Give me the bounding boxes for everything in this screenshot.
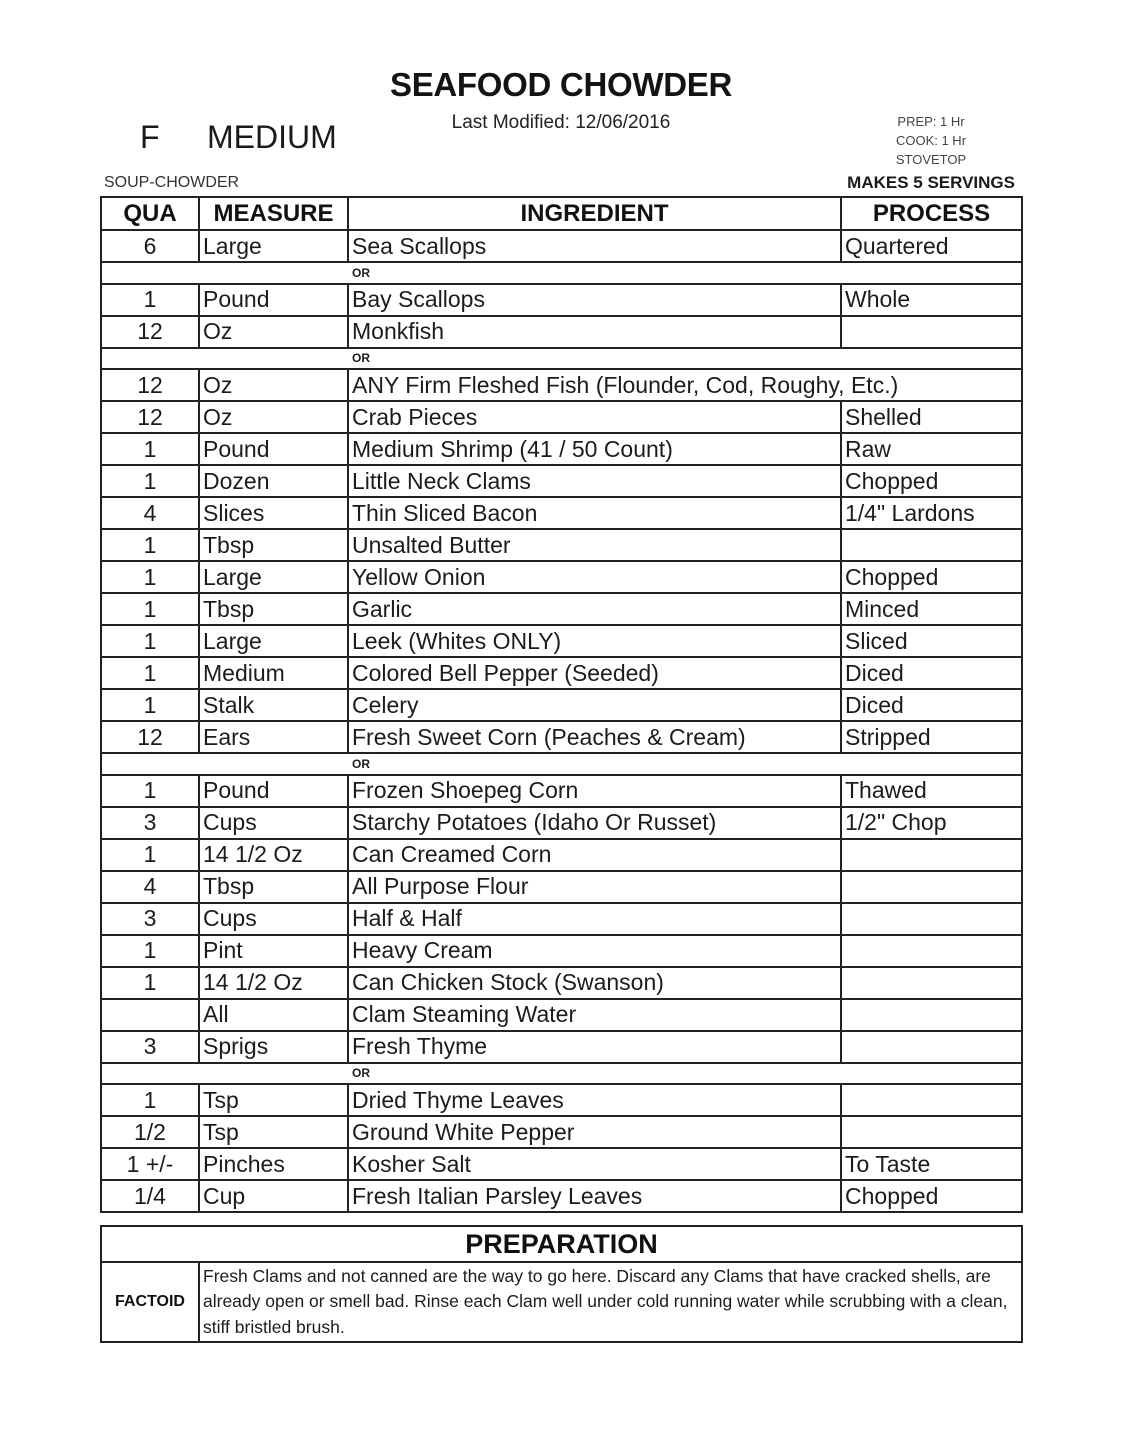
factoid-text: Fresh Clams and not canned are the way to go here. Discard any Clams that have cracked shells, are already open or smell bad. Rinse each Clam well under cold running water while scrubbing with a clean, stiff bristled brush.: [199, 1262, 1022, 1342]
measure-cell: Tbsp: [199, 871, 348, 903]
ingredient-row: [101, 433, 1022, 465]
quantity-cell: 1: [101, 433, 199, 465]
ingredient-row: [101, 1116, 1022, 1148]
servings-count: MAKES 5 SERVINGS: [847, 173, 1015, 192]
quantity-cell: 1: [101, 775, 199, 807]
process-cell: [841, 529, 1022, 561]
ingredient-cell: Colored Bell Pepper (Seeded): [348, 657, 841, 689]
measure-cell: Cups: [199, 807, 348, 839]
process-cell: [841, 1031, 1022, 1063]
measure-cell: Stalk: [199, 689, 348, 721]
ingredient-cell: Fresh Sweet Corn (Peaches & Cream): [348, 721, 841, 753]
process-cell: Sliced: [841, 625, 1022, 657]
quantity-cell: 4: [101, 497, 199, 529]
process-cell: Shelled: [841, 401, 1022, 433]
quantity-cell: 1: [101, 839, 199, 871]
recipe-category: SOUP-CHOWDER: [104, 174, 240, 191]
ingredient-cell: Can Chicken Stock (Swanson): [348, 967, 841, 999]
quantity-cell: 1: [101, 1084, 199, 1116]
ingredient-row: [101, 689, 1022, 721]
measure-cell: Pound: [199, 284, 348, 316]
or-label: OR: [101, 262, 1022, 284]
ingredient-row: [101, 807, 1022, 839]
ingredients-body: [101, 230, 1022, 1212]
preparation-title: PREPARATION: [101, 1226, 1022, 1262]
ingredient-row: [101, 967, 1022, 999]
process-cell: Whole: [841, 284, 1022, 316]
ingredient-row: [101, 935, 1022, 967]
measure-cell: All: [199, 999, 348, 1031]
quantity-cell: 1: [101, 465, 199, 497]
process-cell: To Taste: [841, 1148, 1022, 1180]
process-cell: [841, 999, 1022, 1031]
quantity-cell: 1: [101, 625, 199, 657]
process-cell: Chopped: [841, 561, 1022, 593]
measure-cell: Pinches: [199, 1148, 348, 1180]
ingredient-cell: Bay Scallops: [348, 284, 841, 316]
quantity-cell: 1: [101, 657, 199, 689]
ingredient-cell: Frozen Shoepeg Corn: [348, 775, 841, 807]
ingredient-cell: Dried Thyme Leaves: [348, 1084, 841, 1116]
or-label: OR: [101, 753, 1022, 775]
quantity-cell: 1/2: [101, 1116, 199, 1148]
measure-cell: Pint: [199, 935, 348, 967]
measure-cell: Tsp: [199, 1084, 348, 1116]
process-cell: Diced: [841, 657, 1022, 689]
process-cell: Minced: [841, 593, 1022, 625]
table-header-row: [101, 197, 1022, 230]
ingredient-cell: Clam Steaming Water: [348, 999, 841, 1031]
process-cell: Quartered: [841, 230, 1022, 262]
quantity-cell: 1: [101, 561, 199, 593]
column-header-ingredient: INGREDIENT: [348, 197, 841, 230]
measure-cell: Oz: [199, 369, 348, 401]
measure-cell: Dozen: [199, 465, 348, 497]
measure-cell: Oz: [199, 401, 348, 433]
recipe-grade: F: [140, 119, 160, 155]
process-cell: Thawed: [841, 775, 1022, 807]
column-header-qua: QUA: [101, 197, 199, 230]
quantity-cell: 6: [101, 230, 199, 262]
recipe-title: SEAFOOD CHOWDER: [389, 66, 732, 103]
ingredient-row: [101, 1031, 1022, 1063]
process-cell: Raw: [841, 433, 1022, 465]
quantity-cell: 1: [101, 967, 199, 999]
cooking-method: STOVETOP: [895, 152, 967, 167]
measure-cell: Slices: [199, 497, 348, 529]
ingredient-row: [101, 1084, 1022, 1116]
measure-cell: Pound: [199, 775, 348, 807]
process-cell: [841, 935, 1022, 967]
measure-cell: 14 1/2 Oz: [199, 839, 348, 871]
or-separator-row: [101, 753, 1022, 775]
measure-cell: Tsp: [199, 1116, 348, 1148]
prep-time: PREP: 1 Hr: [897, 114, 965, 129]
ingredient-row: [101, 369, 1022, 401]
ingredient-row: [101, 721, 1022, 753]
measure-cell: Medium: [199, 657, 348, 689]
measure-cell: Large: [199, 625, 348, 657]
process-cell: [841, 967, 1022, 999]
quantity-cell: 4: [101, 871, 199, 903]
measure-cell: Ears: [199, 721, 348, 753]
column-header-process: PROCESS: [841, 197, 1022, 230]
ingredient-row: [101, 561, 1022, 593]
measure-cell: 14 1/2 Oz: [199, 967, 348, 999]
ingredient-row: [101, 465, 1022, 497]
quantity-cell: 3: [101, 807, 199, 839]
column-header-measure: MEASURE: [199, 197, 348, 230]
time-info: [870, 112, 992, 169]
ingredient-cell: Ground White Pepper: [348, 1116, 841, 1148]
ingredient-cell: Leek (Whites ONLY): [348, 625, 841, 657]
process-cell: [841, 1084, 1022, 1116]
or-label: OR: [101, 1063, 1022, 1085]
difficulty-level: MEDIUM: [207, 119, 337, 155]
ingredient-row: [101, 1180, 1022, 1212]
ingredient-cell: Thin Sliced Bacon: [348, 497, 841, 529]
process-cell: Chopped: [841, 465, 1022, 497]
measure-cell: Large: [199, 230, 348, 262]
quantity-cell: [101, 999, 199, 1031]
quantity-cell: 12: [101, 369, 199, 401]
process-cell: 1/4" Lardons: [841, 497, 1022, 529]
ingredient-row: [101, 284, 1022, 316]
quantity-cell: 12: [101, 401, 199, 433]
measure-cell: Tbsp: [199, 593, 348, 625]
quantity-cell: 12: [101, 316, 199, 348]
ingredient-cell: Little Neck Clams: [348, 465, 841, 497]
ingredient-row: [101, 1148, 1022, 1180]
ingredient-row: [101, 593, 1022, 625]
ingredient-row: [101, 230, 1022, 262]
ingredient-row: [101, 775, 1022, 807]
factoid-label: FACTOID: [101, 1262, 199, 1342]
ingredient-cell: Medium Shrimp (41 / 50 Count): [348, 433, 841, 465]
ingredient-cell: Unsalted Butter: [348, 529, 841, 561]
quantity-cell: 3: [101, 1031, 199, 1063]
ingredient-cell: Kosher Salt: [348, 1148, 841, 1180]
process-cell: [841, 839, 1022, 871]
measure-cell: Sprigs: [199, 1031, 348, 1063]
ingredient-cell: Heavy Cream: [348, 935, 841, 967]
ingredient-row: [101, 871, 1022, 903]
process-cell: Stripped: [841, 721, 1022, 753]
quantity-cell: 1: [101, 689, 199, 721]
ingredient-cell: Fresh Italian Parsley Leaves: [348, 1180, 841, 1212]
ingredient-row: [101, 625, 1022, 657]
process-cell: Diced: [841, 689, 1022, 721]
process-cell: [841, 1116, 1022, 1148]
quantity-cell: 1 +/-: [101, 1148, 199, 1180]
ingredient-cell: Half & Half: [348, 903, 841, 935]
ingredient-row: [101, 529, 1022, 561]
ingredient-cell: Sea Scallops: [348, 230, 841, 262]
measure-cell: Oz: [199, 316, 348, 348]
ingredient-cell: Can Creamed Corn: [348, 839, 841, 871]
measure-cell: Cup: [199, 1180, 348, 1212]
ingredient-cell: All Purpose Flour: [348, 871, 841, 903]
cook-time: COOK: 1 Hr: [895, 133, 967, 148]
quantity-cell: 12: [101, 721, 199, 753]
measure-cell: Pound: [199, 433, 348, 465]
ingredient-row: [101, 316, 1022, 348]
ingredient-cell: Crab Pieces: [348, 401, 841, 433]
quantity-cell: 1/4: [101, 1180, 199, 1212]
or-separator-row: [101, 1063, 1022, 1085]
ingredient-cell: Celery: [348, 689, 841, 721]
process-cell: [841, 871, 1022, 903]
preparation-table: [100, 1225, 1023, 1343]
process-cell: Chopped: [841, 1180, 1022, 1212]
ingredient-cell: Monkfish: [348, 316, 841, 348]
quantity-cell: 1: [101, 284, 199, 316]
quantity-cell: 1: [101, 529, 199, 561]
ingredient-row: [101, 401, 1022, 433]
ingredient-row: [101, 999, 1022, 1031]
measure-cell: Large: [199, 561, 348, 593]
or-label: OR: [101, 348, 1022, 370]
process-cell: [841, 316, 1022, 348]
ingredient-cell: Fresh Thyme: [348, 1031, 841, 1063]
measure-cell: Tbsp: [199, 529, 348, 561]
or-separator-row: [101, 348, 1022, 370]
quantity-cell: 1: [101, 593, 199, 625]
ingredient-row: [101, 657, 1022, 689]
process-cell: 1/2" Chop: [841, 807, 1022, 839]
last-modified: Last Modified: 12/06/2016: [451, 112, 671, 133]
measure-cell: Cups: [199, 903, 348, 935]
or-separator-row: [101, 262, 1022, 284]
ingredient-cell: ANY Firm Fleshed Fish (Flounder, Cod, Roughy, Etc.): [348, 369, 1022, 401]
ingredient-cell: Yellow Onion: [348, 561, 841, 593]
quantity-cell: 1: [101, 935, 199, 967]
quantity-cell: 3: [101, 903, 199, 935]
ingredient-row: [101, 839, 1022, 871]
ingredient-cell: Garlic: [348, 593, 841, 625]
ingredient-row: [101, 497, 1022, 529]
ingredients-table: [100, 196, 1023, 1213]
ingredient-cell: Starchy Potatoes (Idaho Or Russet): [348, 807, 841, 839]
process-cell: [841, 903, 1022, 935]
ingredient-row: [101, 903, 1022, 935]
